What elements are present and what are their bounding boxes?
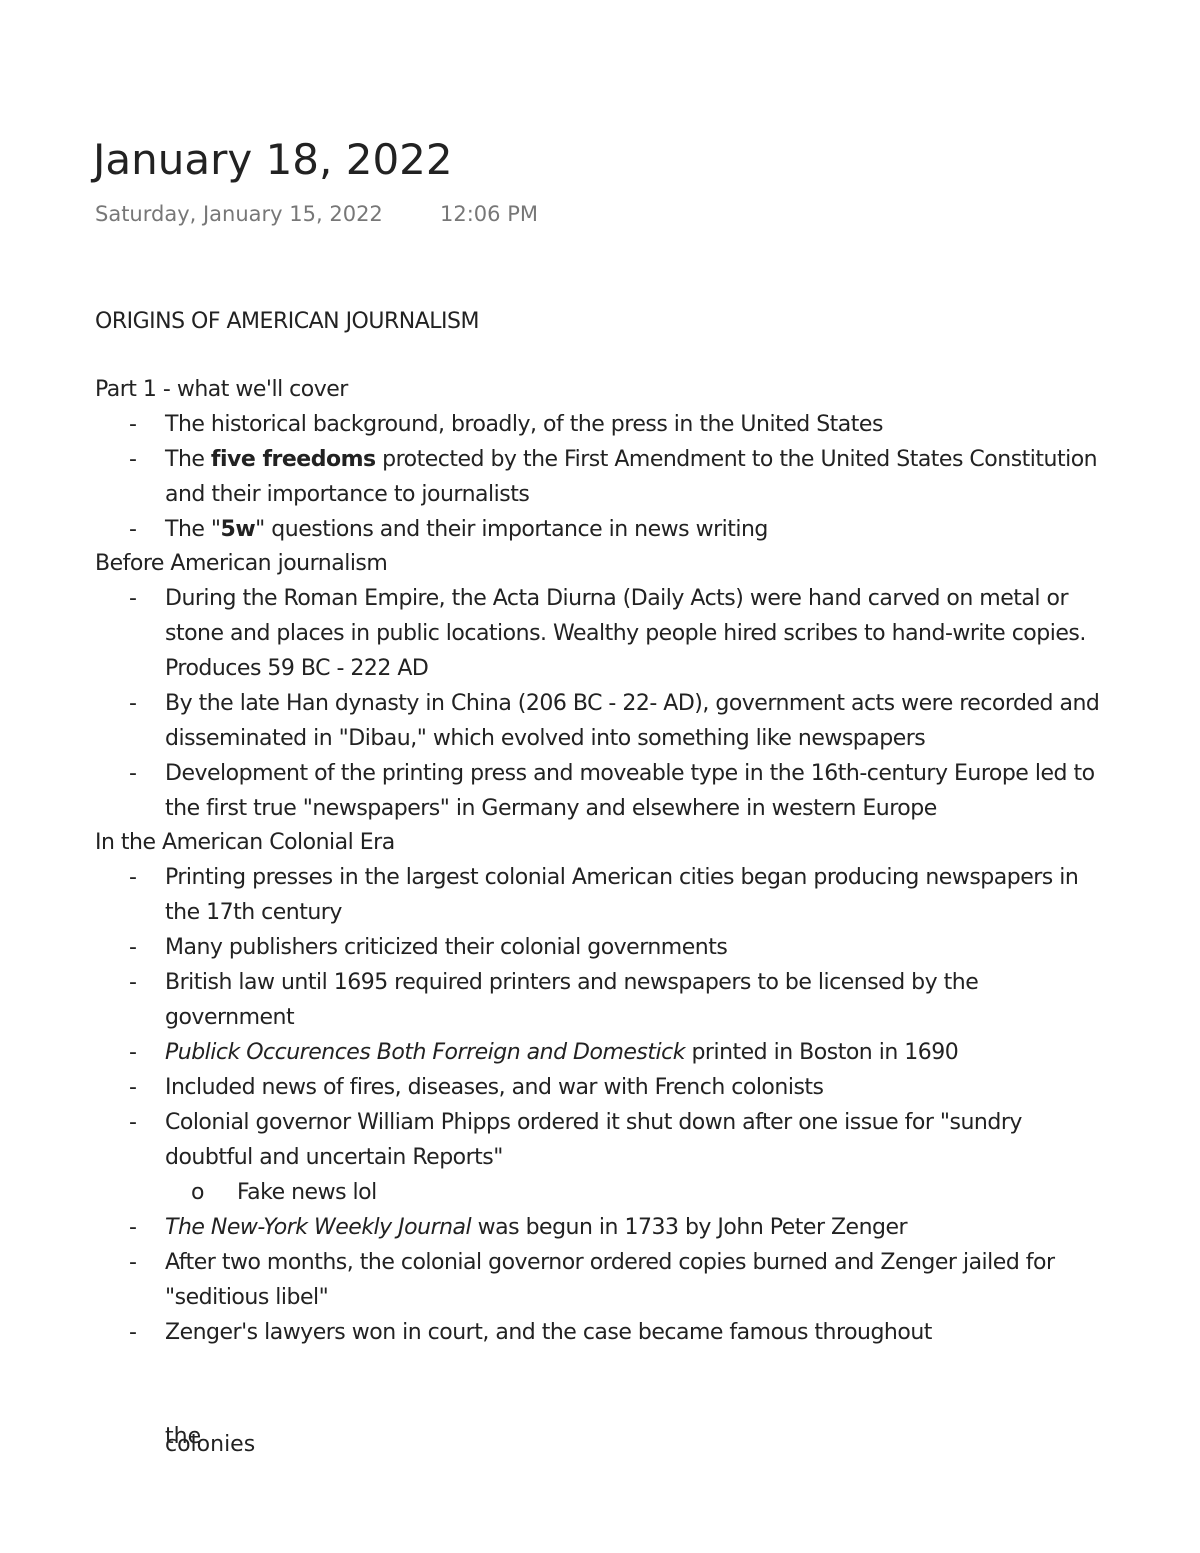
bullet-marker: - — [129, 1250, 137, 1275]
text-run: The — [165, 447, 211, 472]
list-item — [95, 1070, 1105, 1105]
text-run: protected by the First Amendment to the United States Constitution and their importance to journalists — [165, 447, 1098, 507]
bullet-marker: - — [129, 586, 137, 611]
clipped-text-line — [165, 1424, 295, 1457]
list-item — [95, 1035, 1105, 1070]
section-heading-origins: ORIGINS OF AMERICAN JOURNALISM — [95, 309, 479, 334]
section-heading-colonial: In the American Colonial Era — [95, 830, 395, 855]
list-item-text: During the Roman Empire, the Acta Diurna (Daily Acts) were hand carved on metal or stone and places in public locations. Wealthy people hired scribes to hand-write copies. Produces 59 BC - 222 AD — [165, 586, 1086, 681]
list-item — [95, 442, 1105, 512]
bullet-marker: - — [129, 691, 137, 716]
blank-line — [95, 339, 1105, 373]
italic-title: Publick Occurences Both Forreign and Domestick — [165, 1040, 685, 1065]
list-item-text: Many publishers criticized their colonial governments — [165, 935, 728, 960]
section-heading-before: Before American journalism — [95, 551, 388, 576]
bold-text: 5w — [220, 517, 256, 542]
list-item — [95, 756, 1105, 826]
list-item-text: By the late Han dynasty in China (206 BC - 22- AD), government acts were recorded and disseminated in "Dibau," which evolved into something like newspapers — [165, 691, 1100, 751]
bullet-marker: - — [129, 1215, 137, 1240]
list-item-text — [165, 1210, 1105, 1245]
note-created-date: Saturday, January 15, 2022 — [95, 202, 383, 226]
list-item-text: Included news of fires, diseases, and war with French colonists — [165, 1075, 824, 1100]
list-item-text: Development of the printing press and moveable type in the 16th-century Europe led to the first true "newspapers" in Germany and elsewhere in western Europe — [165, 761, 1095, 821]
bullet-marker: - — [129, 761, 137, 786]
text-run: The " — [165, 517, 221, 542]
list-item — [95, 860, 1105, 930]
list-item-text: After two months, the colonial governor ordered copies burned and Zenger jailed for "seditious libel" — [165, 1250, 1055, 1310]
list-item — [95, 1105, 1105, 1175]
text-run: " questions and their importance in news writing — [255, 517, 768, 542]
bullet-marker: - — [129, 1040, 137, 1065]
list-item — [95, 1210, 1105, 1245]
sub-list-item-text: Fake news lol — [237, 1180, 377, 1205]
bullet-marker: - — [129, 865, 137, 890]
note-title: January 18, 2022 — [93, 135, 453, 184]
list-item — [95, 407, 1105, 442]
section-heading-part1: Part 1 - what we'll cover — [95, 377, 348, 402]
bullet-marker: - — [129, 970, 137, 995]
sub-bullet-marker: o — [191, 1180, 204, 1205]
list-item — [95, 581, 1105, 686]
bullet-marker: - — [129, 1075, 137, 1100]
bullet-marker: - — [129, 517, 137, 542]
bullet-marker: - — [129, 412, 137, 437]
italic-title: The New-York Weekly Journal — [165, 1215, 472, 1240]
sub-list-item — [95, 1175, 1105, 1210]
text-run: printed in Boston in 1690 — [684, 1040, 959, 1065]
list-item-text: Printing presses in the largest colonial American cities began producing newspapers in the 17th century — [165, 865, 1079, 925]
list-item — [95, 686, 1105, 756]
list-item — [95, 930, 1105, 965]
list-item-text — [165, 1035, 1105, 1070]
clipped-text: the colonies — [165, 1424, 256, 1457]
list-item-text: Zenger's lawyers won in court, and the case became famous throughout — [165, 1320, 932, 1345]
list-item — [95, 965, 1105, 1035]
bold-text: five freedoms — [210, 447, 376, 472]
list-item-text — [165, 442, 1105, 512]
note-created-time: 12:06 PM — [440, 202, 538, 226]
list-item-text: British law until 1695 required printers and newspapers to be licensed by the government — [165, 970, 979, 1030]
list-item-text: Colonial governor William Phipps ordered it shut down after one issue for "sundry doubtful and uncertain Reports" — [165, 1110, 1022, 1170]
list-item-text: The historical background, broadly, of the press in the United States — [165, 412, 883, 437]
bullet-marker: - — [129, 1320, 137, 1345]
list-item — [95, 512, 1105, 547]
list-item — [95, 1315, 1105, 1350]
note-body — [95, 305, 1105, 1350]
bullet-marker: - — [129, 447, 137, 472]
list-item-text — [165, 512, 1105, 547]
list-item — [95, 1245, 1105, 1315]
text-run: was begun in 1733 by John Peter Zenger — [471, 1215, 908, 1240]
bullet-marker: - — [129, 1110, 137, 1135]
bullet-marker: - — [129, 935, 137, 960]
